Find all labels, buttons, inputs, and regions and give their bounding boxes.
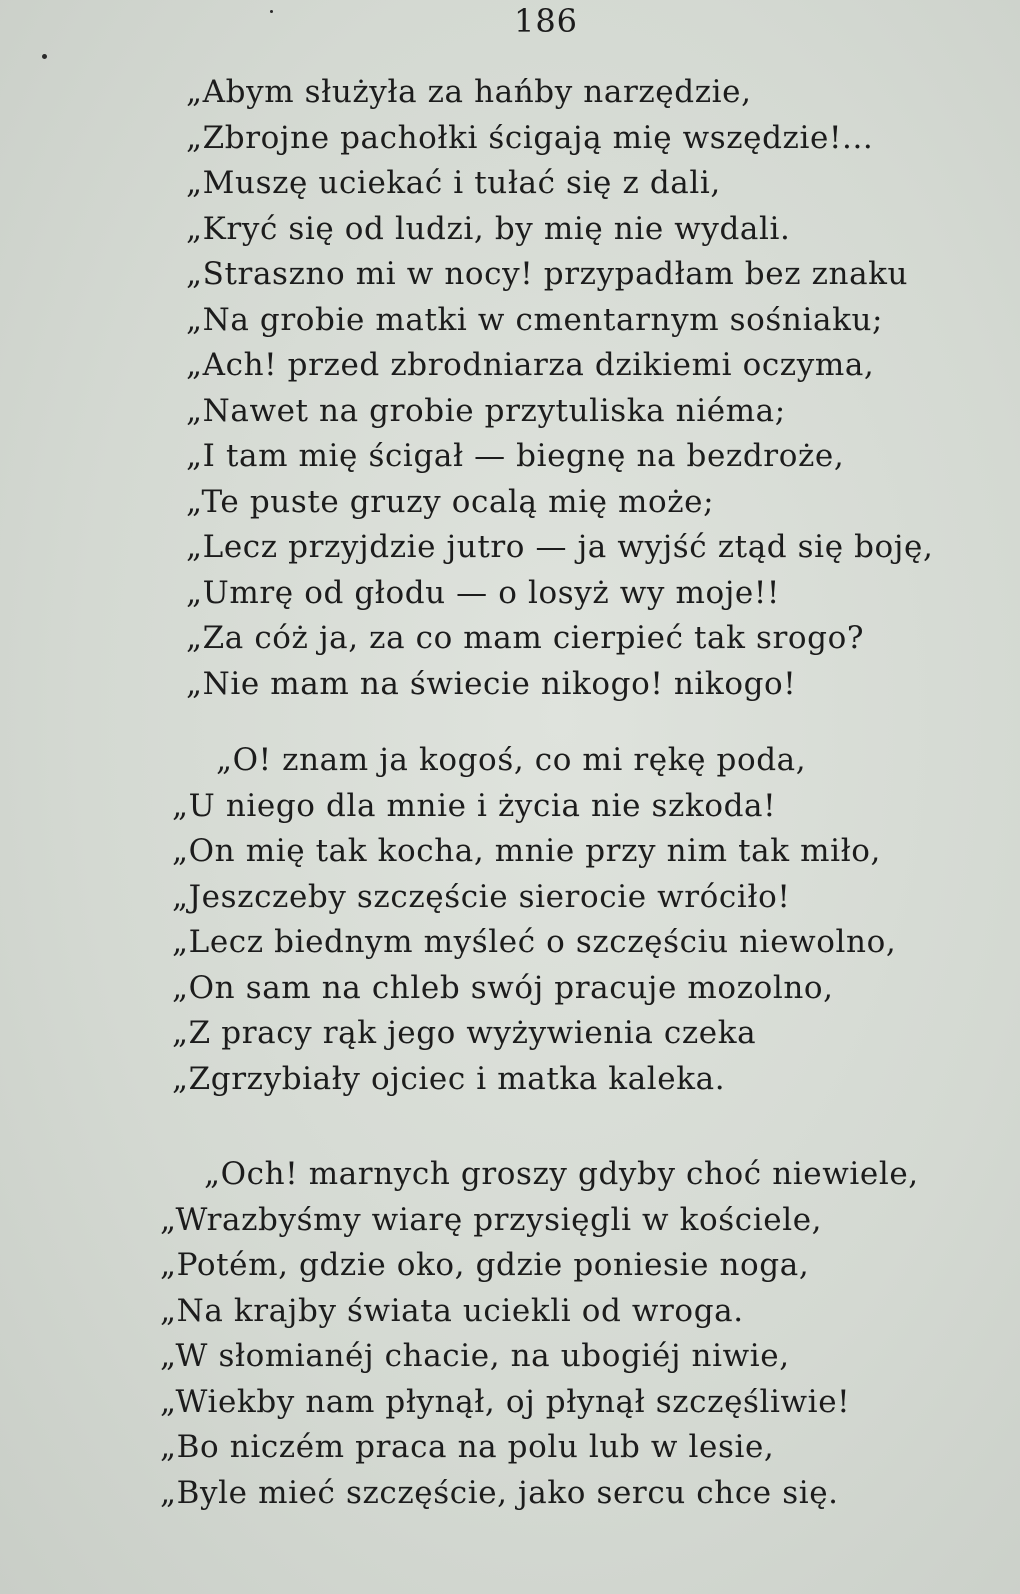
verse-line: „Muszę uciekać i tułać się z dali,: [186, 165, 721, 201]
stanza-3: [160, 1152, 919, 1516]
verse-line: „Kryć się od ludzi, by mię nie wydali.: [186, 210, 791, 247]
verse-line: „Na grobie matki w cmentarnym sośniaku;: [186, 301, 884, 338]
verse-line: „Straszno mi w nocy! przypadłam bez znaku: [186, 256, 909, 292]
verse-line: „Byle mieć szczęście, jako sercu chce się.: [160, 1474, 839, 1511]
verse-line: „I tam mię ścigał — biegnę na bezdroże,: [186, 438, 845, 474]
verse-line: „Ach! przed zbrodniarza dzikiemi oczyma,: [186, 347, 875, 383]
stanza-2: [172, 738, 896, 1102]
verse-line: „Och! marnych groszy gdyby choć niewiele,: [204, 1156, 919, 1192]
verse-line: „Jeszczeby szczęście sierocie wróciło!: [172, 878, 791, 915]
page-number: 186: [513, 2, 579, 40]
verse-line: „Wiekby nam płynął, oj płynął szczęśliwie!: [160, 1383, 851, 1420]
verse-line: „Zbrojne pachołki ścigają mię wszędzie!...: [186, 119, 874, 156]
verse-line: „Bo niczém praca na polu lub w lesie,: [160, 1429, 775, 1465]
verse-line: „Umrę od głodu — o losyż wy moje!!: [186, 574, 780, 611]
verse-line: „Na krajby świata uciekli od wroga.: [160, 1292, 744, 1329]
verse-line: „Abym służyła za hańby narzędzie,: [186, 74, 752, 110]
verse-line: „Lecz biednym myśleć o szczęściu niewolno,: [172, 924, 897, 960]
verse-line: „Z pracy rąk jego wyżywienia czeka: [172, 1015, 757, 1051]
verse-line: „Za cóż ja, za co mam cierpieć tak srogo?: [186, 620, 865, 656]
verse-line: „U niego dla mnie i życia nie szkoda!: [172, 787, 777, 824]
verse-line: „Nawet na grobie przytuliska niéma;: [186, 392, 786, 429]
verse-line: „Wrazbyśmy wiarę przysięgli w kościele,: [160, 1201, 823, 1238]
verse-line: „On mię tak kocha, mnie przy nim tak miło,: [172, 833, 881, 869]
verse-line: „Lecz przyjdzie jutro — ja wyjść ztąd się boję,: [186, 529, 934, 565]
verse-line: „W słomianéj chacie, na ubogiéj niwie,: [160, 1338, 790, 1374]
ink-speck: [42, 54, 47, 59]
verse-line: „O! znam ja kogoś, co mi rękę poda,: [216, 742, 807, 778]
verse-line: „Zgrzybiały ojciec i matka kaleka.: [172, 1060, 726, 1097]
verse-line: „Te puste gruzy ocalą mię może;: [186, 483, 715, 520]
verse-line: „Potém, gdzie oko, gdzie poniesie noga,: [160, 1247, 810, 1283]
verse-line: „Nie mam na świecie nikogo! nikogo!: [186, 665, 797, 702]
verse-line: „On sam na chleb swój pracuje mozolno,: [172, 969, 834, 1006]
stanza-1: [186, 70, 933, 707]
